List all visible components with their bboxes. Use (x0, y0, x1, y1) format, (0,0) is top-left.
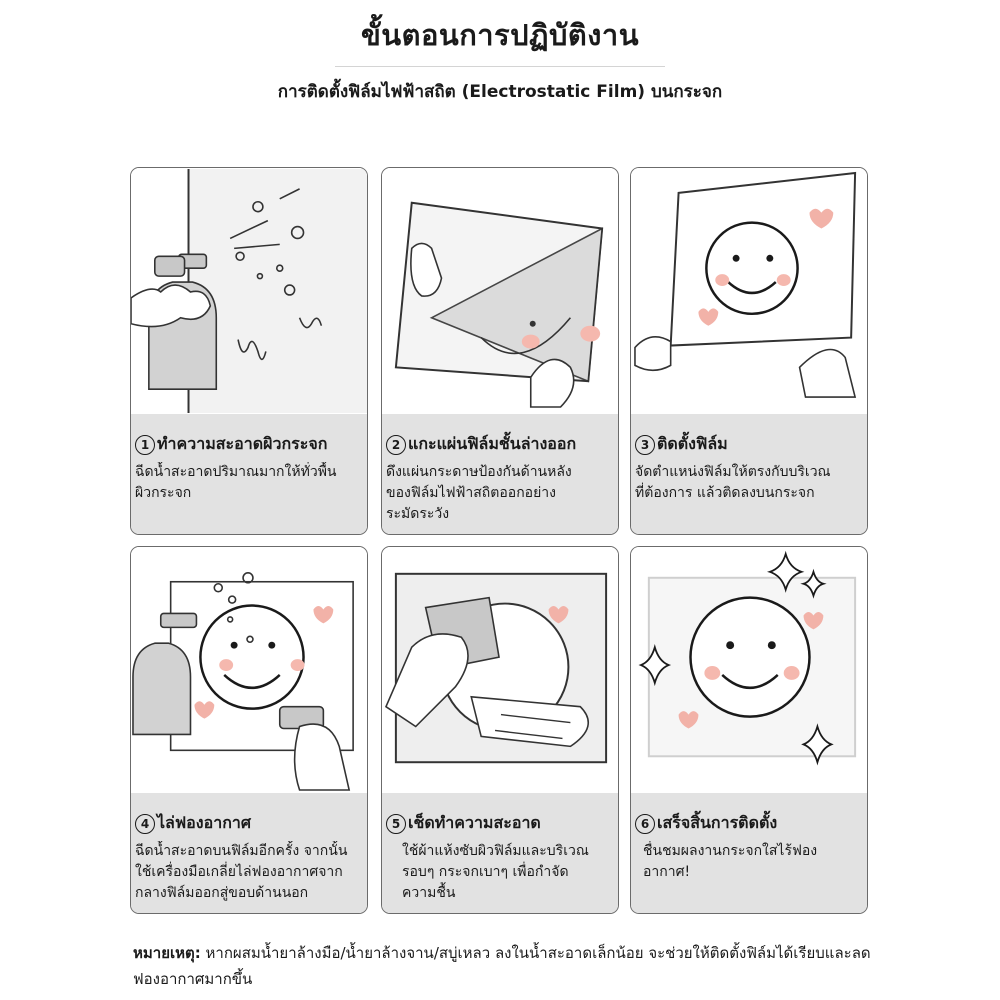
step-card-3 (630, 167, 868, 535)
step-5-title-row (386, 811, 541, 836)
peel-film-icon (382, 168, 618, 414)
step-1-description: ฉีดน้ำสะอาดปริมาณมากให้ทั่วพื้น ผิวกระจก (135, 464, 337, 501)
step-6-number: 6 (635, 814, 655, 834)
title-divider (335, 66, 665, 67)
step-1-number: 1 (135, 435, 155, 455)
step-5-number: 5 (386, 814, 406, 834)
step-2-title: แกะแผ่นฟิล์มชั้นล่างออก (408, 434, 577, 453)
wipe-cloth-icon (382, 547, 618, 793)
step-1-info (131, 414, 367, 535)
spray-bottle-window-icon (131, 168, 367, 414)
step-3-illustration (631, 168, 867, 414)
step-4-illustration (131, 547, 367, 793)
step-6-title-row (635, 811, 777, 836)
step-3-title: ติดตั้งฟิล์ม (657, 434, 728, 453)
step-1-title: ทำความสะอาดผิวกระจก (157, 434, 328, 453)
step-card-1 (130, 167, 368, 535)
step-2-description: ดึงแผ่นกระดาษป้องกันด้านหลัง ของฟิล์มไฟฟ้าสถิตออกอย่าง ระมัดระวัง (386, 464, 572, 522)
step-5-illustration (382, 547, 618, 793)
page-title: ขั้นตอนการปฏิบัติงาน (360, 18, 640, 52)
footnote-label: หมายเหตุ: (133, 944, 201, 962)
step-3-info (631, 414, 867, 535)
step-5-description: ใช้ผ้าแห้งซับผิวฟิล์มและบริเวณ รอบๆ กระจกเบาๆ เพื่อกำจัด ความชื้น (402, 843, 589, 901)
step-6-title: เสร็จสิ้นการติดตั้ง (657, 813, 778, 832)
step-3-number: 3 (635, 435, 655, 455)
step-2-title-row (386, 432, 576, 457)
squeegee-bubbles-icon (131, 547, 367, 793)
step-6-description: ชื่นชมผลงานกระจกใสไร้ฟอง อากาศ! (643, 843, 818, 880)
step-card-4 (130, 546, 368, 914)
finished-sparkle-icon (631, 547, 867, 793)
step-1-illustration (131, 168, 367, 414)
step-6-illustration (631, 547, 867, 793)
step-3-description: จัดตำแหน่งฟิล์มให้ตรงกับบริเวณ ที่ต้องการ แล้วติดลงบนกระจก (635, 464, 831, 501)
step-4-description: ฉีดน้ำสะอาดบนฟิล์มอีกครั้ง จากนั้น ใช้เครื่องมือเกลี่ยไล่ฟองอากาศจาก กลางฟิล์มออกสู่ขอบด้านนอก (135, 843, 348, 901)
step-2-info (382, 414, 618, 535)
step-1-title-row (135, 432, 327, 457)
step-6-info (631, 793, 867, 914)
step-card-2 (381, 167, 619, 535)
step-4-title: ไล่ฟองอากาศ (157, 813, 252, 832)
step-card-6 (630, 546, 868, 914)
step-5-title: เช็ดทำความสะอาด (408, 813, 541, 832)
step-2-illustration (382, 168, 618, 414)
step-5-info (382, 793, 618, 914)
step-card-5 (381, 546, 619, 914)
step-2-number: 2 (386, 435, 406, 455)
footnote-text: หากผสมน้ำยาล้างมือ/น้ำยาล้างจาน/สบู่เหลว ลงในน้ำสะอาดเล็กน้อย จะช่วยให้ติดตั้งฟิล์มได้เรียบและลดฟองอากาศมากขึ้น (133, 944, 871, 988)
step-4-number: 4 (135, 814, 155, 834)
footnote (133, 940, 873, 992)
step-4-info (131, 793, 367, 914)
step-4-title-row (135, 811, 251, 836)
step-3-title-row (635, 432, 728, 457)
page-subtitle: การติดตั้งฟิล์มไฟฟ้าสถิต (Electrostatic Film) บนกระจก (277, 82, 723, 102)
apply-film-icon (631, 168, 867, 414)
